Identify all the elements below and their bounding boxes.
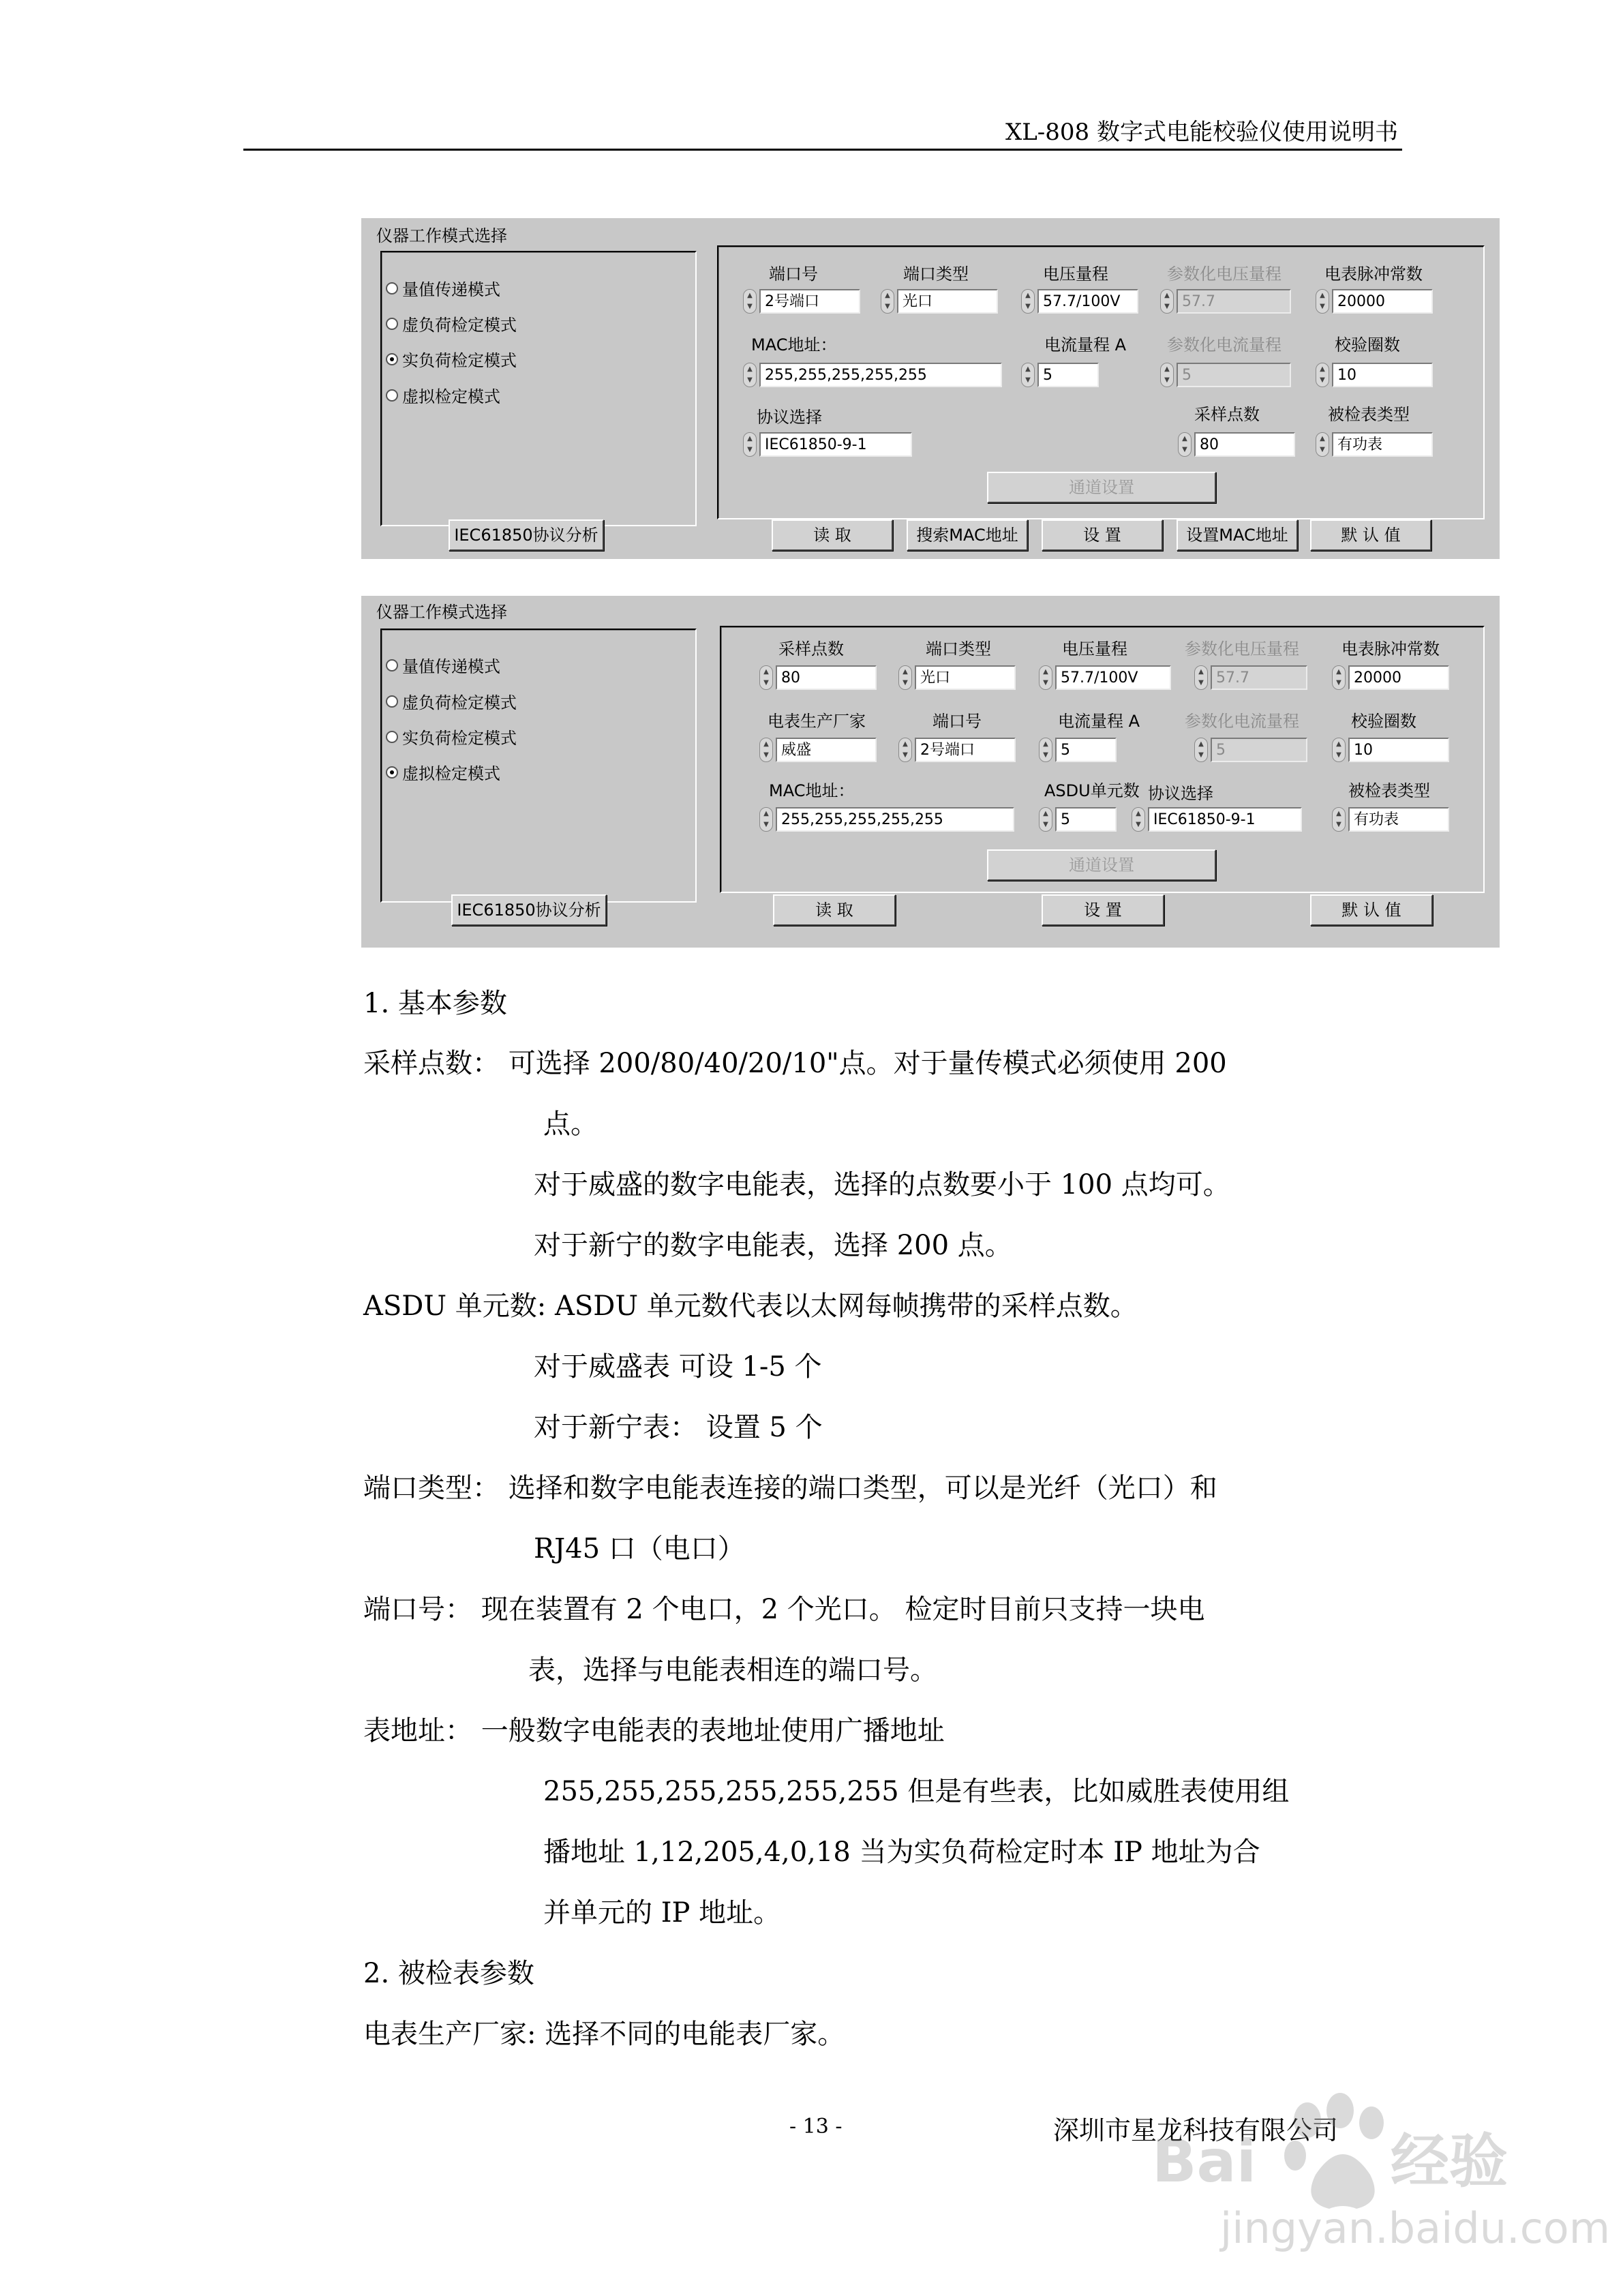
- label-manufacturer: 电表生产厂家: [768, 712, 866, 731]
- meter-type-field[interactable]: [1332, 807, 1449, 832]
- protocol-value[interactable]: IEC61850-9-1: [759, 432, 912, 457]
- port-no-field[interactable]: [743, 289, 860, 314]
- sample-points-value[interactable]: 80: [776, 665, 877, 690]
- meter-type-value[interactable]: 有功表: [1332, 432, 1433, 457]
- param-voltage-value: 57.7: [1177, 289, 1291, 314]
- label-current-range: 电流量程 A: [1044, 335, 1127, 354]
- check-rounds-field[interactable]: [1332, 738, 1449, 762]
- label-asdu: ASDU单元数: [1044, 781, 1140, 800]
- spinner-icon[interactable]: ▲ ▼: [881, 289, 894, 314]
- mac-value[interactable]: 255,255,255,255,255: [759, 363, 1002, 387]
- spinner-icon[interactable]: ▲ ▼: [1039, 807, 1052, 832]
- spinner-icon[interactable]: ▲ ▼: [1039, 665, 1052, 690]
- current-range-field[interactable]: [1021, 363, 1099, 387]
- radio-mode-virtual-load[interactable]: [386, 312, 517, 335]
- spinner-icon[interactable]: ▲ ▼: [1316, 289, 1329, 314]
- spinner-icon[interactable]: ▲ ▼: [1039, 738, 1052, 762]
- radio-label: 实负荷检定模式: [402, 729, 517, 748]
- spinner-icon[interactable]: ▲ ▼: [1021, 363, 1035, 387]
- paragraph-line: 对于威盛表 可设 1-5 个: [534, 1351, 822, 1383]
- label-voltage-range: 电压量程: [1043, 265, 1108, 284]
- spinner-icon[interactable]: ▲ ▼: [1132, 807, 1145, 832]
- radio-button-selected[interactable]: [386, 766, 398, 779]
- baidu-jingyan-watermark: [1132, 2072, 1611, 2277]
- label-current-range: 电流量程 A: [1058, 712, 1140, 731]
- spinner-icon[interactable]: ▲ ▼: [1332, 665, 1346, 690]
- port-type-value[interactable]: 光口: [897, 289, 998, 314]
- param-voltage-field: [1194, 665, 1307, 690]
- label-port-type: 端口类型: [903, 265, 969, 284]
- iec61850-analyze-button[interactable]: IEC61850协议分析: [451, 894, 607, 926]
- spinner-icon[interactable]: ▲ ▼: [898, 665, 912, 690]
- page-number: - 13 -: [789, 2115, 843, 2139]
- set-button[interactable]: 设 置: [1042, 894, 1164, 926]
- paragraph-line: 对于威盛的数字电能表，选择的点数要小于 100 点均可。: [534, 1169, 1230, 1200]
- current-range-value[interactable]: 5: [1037, 363, 1099, 387]
- channel-settings-button[interactable]: 通道设置: [987, 849, 1216, 881]
- voltage-range-field[interactable]: [1021, 289, 1138, 314]
- port-type-field[interactable]: [898, 665, 1016, 690]
- radio-button[interactable]: [386, 731, 398, 743]
- spinner-icon: ▲ ▼: [1194, 738, 1208, 762]
- paragraph-line: 点。: [543, 1108, 598, 1140]
- spinner-icon[interactable]: ▲ ▼: [898, 738, 912, 762]
- spinner-icon[interactable]: ▲ ▼: [743, 432, 757, 457]
- spinner-icon[interactable]: ▲ ▼: [1332, 807, 1346, 832]
- radio-label: 实负荷检定模式: [402, 351, 517, 370]
- channel-settings-button[interactable]: 通道设置: [987, 472, 1216, 503]
- param-current-value: 5: [1177, 363, 1291, 387]
- screenshot-panel-1: [361, 218, 1500, 559]
- label-param-voltage: 参数化电压量程: [1167, 265, 1281, 284]
- asdu-field[interactable]: [1039, 807, 1117, 832]
- port-no-value[interactable]: 2号端口: [759, 289, 860, 314]
- label-param-current: 参数化电流量程: [1185, 712, 1299, 731]
- sample-points-field[interactable]: [1178, 432, 1295, 457]
- paragraph-line: 端口号： 现在装置有 2 个电口，2 个光口。 检定时目前只支持一块电: [363, 1594, 1205, 1625]
- label-check-rounds: 校验圈数: [1351, 712, 1416, 731]
- svg-text:jingyan.baidu.com: jingyan.baidu.com: [1220, 2203, 1611, 2253]
- param-voltage-field: [1160, 289, 1291, 314]
- sample-points-field[interactable]: [759, 665, 877, 690]
- port-type-value[interactable]: 光口: [915, 665, 1016, 690]
- document-header-title: XL-808 数字式电能校验仪使用说明书: [1005, 119, 1398, 146]
- radio-mode-virtual-check[interactable]: [386, 383, 500, 407]
- paragraph-line: 对于新宁表： 设置 5 个: [534, 1412, 823, 1443]
- sample-points-value[interactable]: 80: [1194, 432, 1295, 457]
- label-protocol: 协议选择: [1148, 784, 1213, 803]
- manufacturer-field[interactable]: [759, 738, 877, 762]
- label-sample-points: 采样点数: [1194, 405, 1260, 424]
- radio-button[interactable]: [386, 389, 398, 402]
- spinner-icon: ▲ ▼: [1160, 289, 1174, 314]
- read-button[interactable]: 读 取: [772, 519, 893, 551]
- current-range-field[interactable]: [1039, 738, 1117, 762]
- spinner-icon[interactable]: ▲ ▼: [743, 363, 757, 387]
- set-mac-button[interactable]: 设置MAC地址: [1177, 519, 1298, 551]
- label-voltage-range: 电压量程: [1062, 639, 1127, 659]
- voltage-range-field[interactable]: [1039, 665, 1171, 690]
- paragraph-line: 对于新宁的数字电能表，选择 200 点。: [534, 1230, 1012, 1261]
- spinner-icon[interactable]: ▲ ▼: [1316, 363, 1329, 387]
- pulse-const-value[interactable]: 20000: [1332, 289, 1433, 314]
- radio-button[interactable]: [386, 318, 398, 330]
- default-button[interactable]: 默 认 值: [1310, 894, 1433, 926]
- meter-type-value[interactable]: 有功表: [1348, 807, 1449, 832]
- mode-group-title: 仪器工作模式选择: [376, 603, 507, 622]
- screenshot-panel-2: [361, 596, 1500, 948]
- meter-type-field[interactable]: [1316, 432, 1433, 457]
- label-sample-points: 采样点数: [778, 639, 844, 659]
- check-rounds-field[interactable]: [1316, 363, 1433, 387]
- iec61850-analyze-button[interactable]: IEC61850协议分析: [449, 519, 604, 551]
- radio-label: 量值传递模式: [402, 280, 500, 299]
- default-button[interactable]: 默 认 值: [1310, 519, 1431, 551]
- label-check-rounds: 校验圈数: [1335, 335, 1400, 354]
- label-pulse-const: 电表脉冲常数: [1341, 639, 1440, 659]
- check-rounds-value[interactable]: 10: [1348, 738, 1449, 762]
- mac-field[interactable]: [743, 363, 1002, 387]
- radio-label: 虚拟检定模式: [402, 764, 500, 783]
- port-no-field[interactable]: [898, 738, 1016, 762]
- radio-mode-transfer[interactable]: [386, 653, 500, 677]
- svg-text:Bai: Bai: [1152, 2128, 1257, 2196]
- label-mac: MAC地址：: [751, 335, 837, 354]
- paragraph-line: 电表生产厂家: 选择不同的电能表厂家。: [363, 2019, 845, 2050]
- label-meter-type: 被检表类型: [1328, 405, 1410, 424]
- paragraph-line: 端口类型： 选择和数字电能表连接的端口类型，可以是光纤（光口）和: [363, 1472, 1217, 1504]
- spinner-icon[interactable]: ▲ ▼: [759, 665, 773, 690]
- paragraph-line: 表，选择与电能表相连的端口号。: [528, 1655, 937, 1686]
- protocol-field[interactable]: [1132, 807, 1302, 832]
- paragraph-line: 并单元的 IP 地址。: [543, 1897, 781, 1929]
- label-mac: MAC地址：: [769, 781, 855, 800]
- spinner-icon[interactable]: ▲ ▼: [743, 289, 757, 314]
- param-current-value: 5: [1211, 738, 1307, 762]
- radio-mode-transfer[interactable]: [386, 276, 500, 300]
- search-mac-button[interactable]: 搜索MAC地址: [907, 519, 1028, 551]
- pulse-const-value[interactable]: 20000: [1348, 665, 1449, 690]
- protocol-field[interactable]: [743, 432, 912, 457]
- spinner-icon[interactable]: ▲ ▼: [1316, 432, 1329, 457]
- radio-mode-real-load[interactable]: [386, 725, 517, 749]
- label-meter-type: 被检表类型: [1348, 781, 1430, 800]
- paragraph-line: RJ45 口（电口）: [534, 1533, 745, 1565]
- radio-button[interactable]: [386, 659, 398, 671]
- spinner-icon[interactable]: ▲ ▼: [1332, 738, 1346, 762]
- pulse-const-field[interactable]: [1316, 289, 1433, 314]
- voltage-range-value[interactable]: 57.7/100V: [1037, 289, 1138, 314]
- label-param-current: 参数化电流量程: [1167, 335, 1281, 354]
- param-voltage-value: 57.7: [1211, 665, 1307, 690]
- radio-button[interactable]: [386, 282, 398, 294]
- mac-field[interactable]: [759, 807, 1014, 832]
- radio-label: 虚负荷检定模式: [402, 693, 517, 712]
- header-rule: [243, 149, 1402, 151]
- radio-mode-virtual-check[interactable]: [386, 760, 500, 784]
- paragraph-line: 采样点数： 可选择 200/80/40/20/10"点。对于量传模式必须使用 200: [363, 1048, 1227, 1079]
- protocol-value[interactable]: IEC61850-9-1: [1148, 807, 1302, 832]
- label-pulse-const: 电表脉冲常数: [1324, 265, 1423, 284]
- current-range-value[interactable]: 5: [1055, 738, 1117, 762]
- pulse-const-field[interactable]: [1332, 665, 1449, 690]
- svg-text:经验: 经验: [1391, 2128, 1508, 2196]
- paragraph-line: 255,255,255,255,255,255 但是有些表，比如威胜表使用组: [543, 1776, 1290, 1807]
- radio-label: 量值传递模式: [402, 657, 500, 676]
- port-type-field[interactable]: [881, 289, 998, 314]
- voltage-range-value[interactable]: 57.7/100V: [1055, 665, 1171, 690]
- radio-mode-virtual-load[interactable]: [386, 689, 517, 713]
- label-port-type: 端口类型: [926, 639, 991, 659]
- radio-mode-real-load[interactable]: [386, 347, 517, 371]
- mac-value[interactable]: 255,255,255,255,255: [776, 807, 1014, 832]
- radio-label: 虚拟检定模式: [402, 387, 500, 406]
- spinner-icon[interactable]: ▲ ▼: [759, 738, 773, 762]
- label-port-no: 端口号: [769, 265, 818, 284]
- label-port-no: 端口号: [932, 712, 982, 731]
- paragraph-line: 播地址 1,12,205,4,0,18 当为实负荷检定时本 IP 地址为合: [543, 1837, 1260, 1868]
- label-protocol: 协议选择: [757, 408, 822, 427]
- mode-group-title: 仪器工作模式选择: [376, 226, 507, 245]
- radio-label: 虚负荷检定模式: [402, 316, 517, 335]
- section-heading-meter-params: 2. 被检表参数: [363, 1958, 534, 1989]
- spinner-icon: ▲ ▼: [1160, 363, 1174, 387]
- footer-company: 深圳市星龙科技有限公司: [1053, 2115, 1339, 2145]
- section-heading-basic-params: 1. 基本参数: [363, 988, 507, 1019]
- set-button[interactable]: 设 置: [1042, 519, 1163, 551]
- spinner-icon[interactable]: ▲ ▼: [759, 807, 773, 832]
- param-current-field: [1160, 363, 1291, 387]
- radio-button-selected[interactable]: [386, 353, 398, 365]
- asdu-value[interactable]: 5: [1055, 807, 1117, 832]
- spinner-icon[interactable]: ▲ ▼: [1021, 289, 1035, 314]
- radio-button[interactable]: [386, 695, 398, 708]
- label-param-voltage: 参数化电压量程: [1185, 639, 1299, 659]
- paragraph-line: ASDU 单元数: ASDU 单元数代表以太网每帧携带的采样点数。: [363, 1290, 1138, 1322]
- manufacturer-value[interactable]: 威盛: [776, 738, 877, 762]
- spinner-icon: ▲ ▼: [1194, 665, 1208, 690]
- check-rounds-value[interactable]: 10: [1332, 363, 1433, 387]
- param-current-field: [1194, 738, 1307, 762]
- port-no-value[interactable]: 2号端口: [915, 738, 1016, 762]
- paragraph-line: 表地址： 一般数字电能表的表地址使用广播地址: [363, 1715, 945, 1747]
- spinner-icon[interactable]: ▲ ▼: [1178, 432, 1192, 457]
- read-button[interactable]: 读 取: [773, 894, 896, 926]
